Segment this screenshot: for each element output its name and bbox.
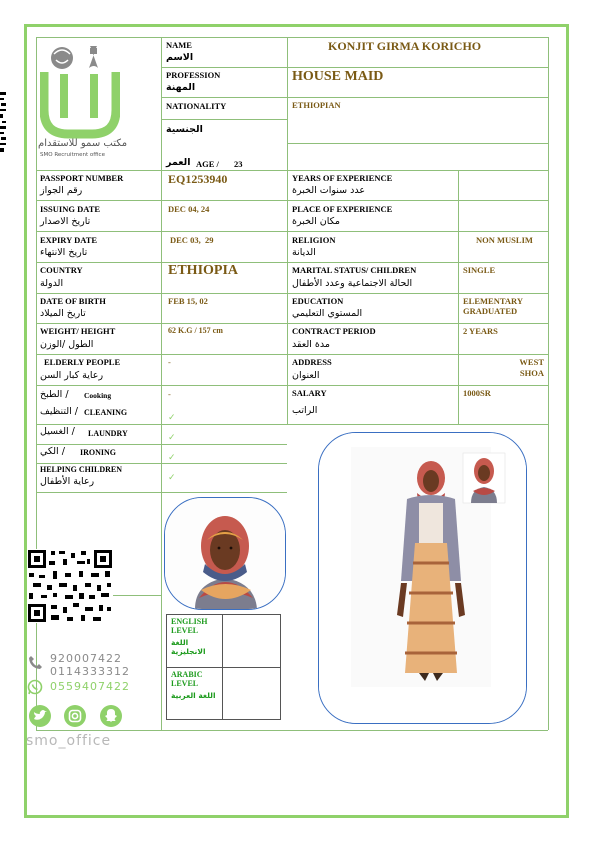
- name-value: KONJIT GIRMA KORICHO: [328, 39, 482, 53]
- weight-height-label: WEIGHT/ HEIGHT: [40, 326, 116, 336]
- passport-label: PASSPORT NUMBER: [40, 173, 124, 183]
- age-label: AGE /: [196, 159, 219, 169]
- contract-value: 2 YEARS: [463, 326, 498, 336]
- marital-label: MARITAL STATUS/ CHILDREN: [292, 265, 417, 275]
- weight-height-label-ar: الطول /الوزن: [40, 339, 94, 350]
- phone2-text: 0114333312: [50, 665, 130, 678]
- name-label-ar: الاسم: [166, 52, 194, 63]
- english-level-label-ar: اللغة الانجليزية: [171, 638, 206, 656]
- qr-code-icon: [27, 549, 113, 623]
- dob-value: FEB 15, 02: [168, 296, 208, 306]
- arabic-level-label-ar: اللغة العربية: [171, 691, 216, 700]
- expiry-date-label-ar: تاريخ الانتهاء: [40, 247, 88, 258]
- country-label: COUNTRY: [40, 265, 83, 275]
- education-label-ar: المستوي التعليمي: [292, 308, 363, 319]
- ironing-label: IRONING: [80, 448, 117, 457]
- religion-value: NON MUSLIM: [476, 235, 533, 245]
- dob-label-ar: تاريخ الميلاد: [40, 308, 86, 319]
- snapchat-icon[interactable]: [99, 704, 123, 728]
- profession-label: PROFESSION: [166, 70, 221, 80]
- grid-line: [161, 67, 548, 68]
- nationality-label: NATIONALITY: [166, 101, 227, 111]
- cleaning-label-ar: التنظيف /: [40, 406, 78, 417]
- cleaning-check-icon: ✓: [168, 412, 176, 422]
- cooking-label-ar: الطبخ /: [40, 389, 69, 400]
- age-label-ar: العمر: [166, 157, 191, 168]
- grid-line: [222, 614, 223, 720]
- brand-name-ar: مكتب سمو للاستقدام: [38, 138, 128, 149]
- grid-line: [36, 323, 548, 324]
- expiry-date-label: EXPIRY DATE: [40, 235, 98, 245]
- passport-label-ar: رقم الجواز: [40, 185, 83, 196]
- cooking-value: -: [168, 389, 171, 399]
- portrait-photo: [164, 497, 286, 610]
- whatsapp-icon: [27, 679, 43, 695]
- religion-label-ar: الديانة: [292, 247, 316, 258]
- helping-children-label: HELPING CHILDREN: [40, 465, 123, 474]
- grid-line: [548, 37, 549, 730]
- phone-icon: [27, 654, 43, 670]
- laundry-label: LAUNDRY: [88, 429, 128, 438]
- experience-years-label: YEARS OF EXPERIENCE: [292, 173, 393, 183]
- issuing-date-label: ISSUING DATE: [40, 204, 101, 214]
- phone1-text: 920007422: [50, 652, 122, 665]
- experience-years-label-ar: عدد سنوات الخبرة: [292, 185, 365, 196]
- grid-line: [36, 424, 548, 425]
- dob-label: DATE OF BIRTH: [40, 296, 106, 306]
- laundry-label-ar: الغسيل /: [40, 426, 75, 437]
- grid-line: [161, 97, 548, 98]
- experience-place-label-ar: مكان الخبرة: [292, 216, 340, 227]
- grid-line: [36, 354, 548, 355]
- ironing-check-icon: ✓: [168, 452, 176, 462]
- profession-value: HOUSE MAID: [292, 69, 384, 84]
- address-label-ar: العنوان: [292, 370, 320, 381]
- religion-label: RELIGION: [292, 235, 336, 245]
- age-value: 23: [234, 159, 243, 169]
- grid-line: [36, 385, 548, 386]
- instagram-icon[interactable]: [63, 704, 87, 728]
- name-label: NAME: [166, 40, 192, 50]
- ironing-label-ar: الكي /: [40, 446, 65, 457]
- salary-label-ar: الراتب: [292, 405, 318, 416]
- education-label: EDUCATION: [292, 296, 344, 306]
- country-label-ar: الدولة: [40, 278, 64, 289]
- brand-name-en: SMO Recruitment office: [40, 152, 105, 158]
- issuing-date-label-ar: تاريخ الاصدار: [40, 216, 91, 227]
- grid-line: [287, 143, 548, 144]
- nationality-value: ETHIOPIAN: [292, 100, 341, 110]
- social-handle: smo_office: [26, 733, 112, 749]
- grid-line: [36, 730, 548, 731]
- country-value: ETHIOPIA: [168, 263, 239, 278]
- grid-line: [36, 37, 37, 730]
- issuing-date-value: DEC 04, 24: [168, 204, 210, 214]
- grid-line: [161, 119, 287, 120]
- experience-place-label: PLACE OF EXPERIENCE: [292, 204, 393, 214]
- english-level-label: ENGLISH LEVEL: [171, 617, 208, 635]
- helping-children-check-icon: ✓: [168, 472, 176, 482]
- weight-height-value: 62 K.G / 157 cm: [168, 326, 223, 335]
- grid-line: [166, 667, 281, 668]
- grid-line: [161, 37, 162, 730]
- marital-label-ar: الحالة الاجتماعية وعدد الأطفال: [292, 278, 413, 289]
- elderly-label: ELDERLY PEOPLE: [44, 357, 121, 367]
- side-barcode: [0, 92, 6, 152]
- expiry-date-value: DEC 03, 29: [170, 235, 214, 245]
- full-body-photo: [318, 432, 527, 724]
- grid-line: [36, 463, 287, 464]
- profession-label-ar: المهنة: [166, 82, 196, 93]
- contract-label: CONTRACT PERIOD: [292, 326, 376, 336]
- nationality-label-ar: الجنسية: [166, 124, 203, 135]
- grid-line: [36, 262, 548, 263]
- helping-children-label-ar: رعاية الأطفال: [40, 476, 95, 487]
- contract-label-ar: مدة العقد: [292, 339, 330, 350]
- company-logo-icon: [40, 44, 120, 144]
- elderly-value: -: [168, 357, 171, 367]
- elderly-label-ar: رعاية كبار السن: [40, 370, 104, 381]
- laundry-check-icon: ✓: [168, 432, 176, 442]
- marital-value: SINGLE: [463, 265, 496, 275]
- twitter-icon[interactable]: [28, 704, 52, 728]
- grid-line: [36, 231, 548, 232]
- cleaning-label: CLEANING: [84, 408, 128, 417]
- grid-line: [36, 37, 548, 38]
- grid-line: [36, 293, 548, 294]
- salary-value: 1000SR: [463, 388, 491, 398]
- address-label: ADDRESS: [292, 357, 332, 367]
- education-value: ELEMENTARY GRADUATED: [463, 296, 523, 316]
- address-value: WEST SHOA: [519, 357, 544, 378]
- salary-label: SALARY: [292, 388, 327, 398]
- grid-line: [36, 444, 287, 445]
- passport-value: EQ1253940: [168, 172, 228, 186]
- whatsapp-text: 0559407422: [50, 680, 130, 693]
- grid-line: [36, 200, 548, 201]
- grid-line: [36, 492, 287, 493]
- grid-line: [36, 170, 548, 171]
- cooking-label: Cooking: [84, 391, 112, 400]
- arabic-level-label: ARABIC LEVEL: [171, 670, 203, 688]
